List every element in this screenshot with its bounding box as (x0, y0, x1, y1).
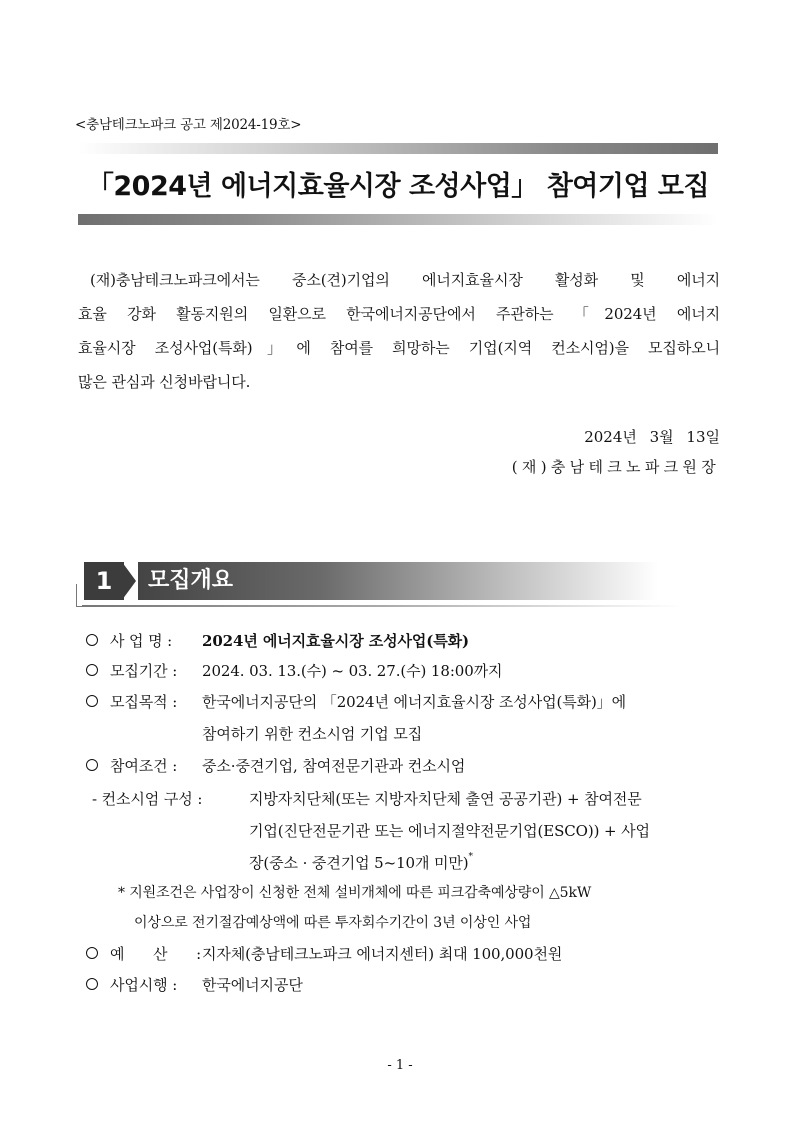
circle-bullet-icon (86, 947, 98, 959)
item-consortium (0, 788, 800, 878)
section-bracket (76, 584, 83, 607)
issuer-name: (재)충남테크노파크원장 (511, 458, 720, 476)
item-value: 한국에너지공단의 「2024년 에너지효율시장 조성사업(특화)」에 (202, 693, 627, 711)
item-label: 참여조건 : (110, 757, 178, 775)
item-value: 한국에너지공단 (202, 976, 303, 994)
item-label: 모집기간 : (110, 662, 178, 680)
item-value: 지방자치단체(또는 지방자치단체 출연 공공기관) + 참여전문 (249, 790, 642, 808)
notice-number: <충남테크노파크 공고 제2024-19호> (75, 117, 302, 133)
section-title: 모집개요 (138, 562, 658, 600)
item-purpose (0, 691, 800, 751)
section-number: 1 (84, 562, 124, 600)
item-period (0, 660, 800, 684)
footnote-line: 이상으로 전기절감예상액에 따른 투자회수기간이 3년 이상인 사업 (134, 915, 532, 931)
document-title: 「2024년 에너지효율시장 조성사업」 참여기업 모집 (86, 171, 710, 202)
item-label: 사 업 명 : (110, 632, 173, 650)
item-label: 사업시행 : (110, 976, 178, 994)
intro-line: (재)충남테크노파크에서는 중소(견)기업의 에너지효율시장 활성화 및 에너지 (90, 271, 720, 289)
intro-paragraph (78, 263, 720, 399)
item-value: 2024. 03. 13.(수) ~ 03. 27.(수) 18:00까지 (202, 662, 503, 680)
circle-bullet-icon (86, 664, 98, 676)
circle-bullet-icon (86, 978, 98, 990)
item-value: 기업(진단전문기관 또는 에너지절약전문기업(ESCO)) + 사업 (249, 822, 650, 840)
item-label: 모집목적 : (110, 693, 178, 711)
item-value: 장(중소 · 중견기업 5~10개 미만)* (249, 852, 473, 872)
item-business-name (0, 630, 800, 654)
section-chevron-icon (122, 562, 136, 600)
item-label: - 컨소시엄 구성 : (92, 790, 203, 808)
intro-line: 많은 관심과 신청바랍니다. (78, 373, 251, 391)
item-value: 2024년 에너지효율시장 조성사업(특화) (202, 632, 470, 650)
item-value: 중소·중견기업, 참여전문기관과 컨소시엄 (202, 757, 466, 775)
item-value: 지자체(충남테크노파크 에너지센터) 최대 100,000천원 (202, 945, 563, 963)
circle-bullet-icon (86, 634, 98, 646)
item-operator (0, 974, 800, 998)
section-underline (82, 605, 682, 607)
item-conditions (0, 755, 800, 779)
item-budget (0, 943, 800, 967)
item-label: 예 산 : (110, 945, 202, 963)
announcement-date: 2024년 3월 13일 (584, 428, 720, 446)
page-number: - 1 - (387, 1058, 413, 1073)
support-footnote (0, 882, 800, 938)
circle-bullet-icon (86, 695, 98, 707)
intro-line: 효율 강화 활동지원의 일환으로 한국에너지공단에서 주관하는 「2024년 에너지 (78, 305, 720, 323)
footnote-line: * 지원조건은 사업장이 신청한 전체 설비개체에 따른 피크감축예상량이 △5kW (118, 885, 592, 901)
intro-line: 효율시장 조성사업(특화)」에 참여를 희망하는 기업(지역 컨소시엄)을 모집하오니 (78, 339, 720, 357)
title-bar-top (78, 143, 718, 154)
circle-bullet-icon (86, 759, 98, 771)
item-value: 참여하기 위한 컨소시엄 기업 모집 (202, 725, 423, 743)
title-bar-bottom (78, 214, 718, 225)
